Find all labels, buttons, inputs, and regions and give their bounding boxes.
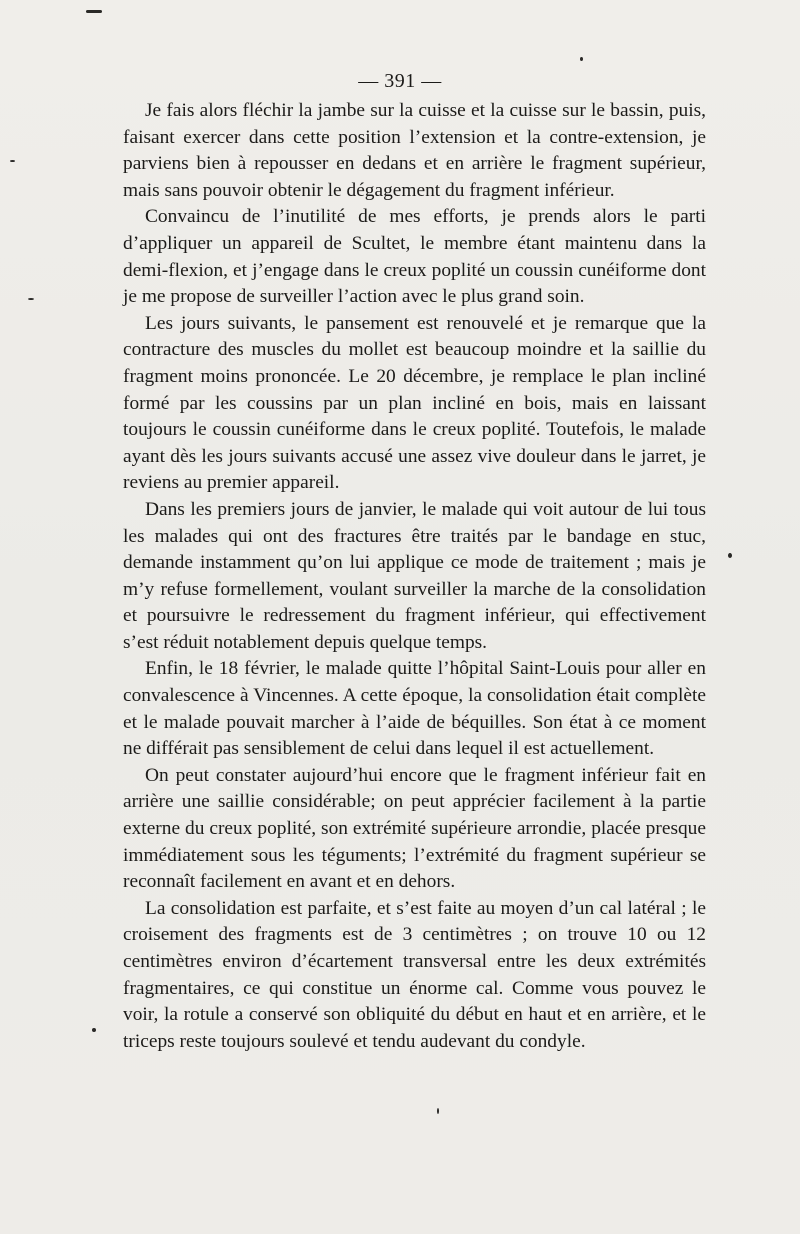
ink-speck (10, 160, 15, 162)
ink-speck (728, 553, 732, 558)
ink-speck (28, 298, 34, 300)
ink-speck (92, 1028, 96, 1032)
ink-speck (437, 1108, 439, 1114)
paragraph: Je fais alors fléchir la jambe sur la cuisse et la cuisse sur le bassin, puis, faisant exercer dans cette position l’extension et la contre-extension, je parviens bien à repousser en dedans et en arrière le fragment supérieur, mais sans pouvoir obtenir le dégagement du fragment inférieur. (123, 100, 706, 201)
ink-speck (86, 10, 102, 13)
paragraph: Enfin, le 18 février, le malade quitte l’hôpital Saint-Louis pour aller en convalescence à Vincennes. A cette époque, la consolidation était complète et le malade pouvait marcher à l’aide de béquilles. Son état à ce moment ne différait pas sensiblement de celui dans lequel il est actuellement. (123, 658, 706, 760)
paragraph: Dans les premiers jours de janvier, le malade qui voit autour de lui tous les malades qui ont des fractures être traités par le bandage en stuc, demande instamment qu’on lui applique ce mode de traitement ; mais je m’y refuse formellement, voulant surveiller la marche de la consolidation et poursuivre le redressement du fragment inférieur, qui effectivement s’est réduit notablement depuis quelque temps. (123, 498, 706, 653)
paragraph: Les jours suivants, le pansement est renouvelé et je remarque que la contracture des muscles du mollet est beaucoup moindre et la saillie du fragment moins prononcée. Le 20 décembre, je remplace le plan incliné formé par les coussins par un plan incliné en bois, mais en laissant toujours le coussin cunéiforme dans le creux poplité. Toutefois, le malade ayant dès les jours suivants accusé une assez vive douleur dans le jarret, je reviens au premier appareil. (123, 312, 706, 494)
paragraph: La consolidation est parfaite, et s’est faite au moyen d’un cal latéral ; le croisement des fragments est de 3 centimètres ; on trouve 10 ou 12 centimètres environ d’écartement transversal entre les deux extrémités fragmentaires, ce qui constitue un énorme cal. Comme vous pouvez le voir, la rotule a conservé son obliquité du début en haut et en arrière, et le triceps reste toujours soulevé et tendu audevant du condyle. (123, 897, 706, 1052)
page-number: — 391 — (358, 70, 442, 92)
body-text (123, 98, 706, 1055)
paragraph: Convaincu de l’inutilité de mes efforts, je prends alors le parti d’appliquer un appareil de Scultet, le membre étant maintenu dans la demi-flexion, et j’engage dans le creux poplité un coussin cunéiforme dont je me propose de surveiller l’action avec le plus grand soin. (123, 206, 706, 308)
paragraph: On peut constater aujourd’hui encore que le fragment inférieur fait en arrière une saillie considérable; on peut apprécier facilement à la partie externe du creux poplité, son extrémité supérieure arrondie, placée presque immédiatement sous les téguments; l’extrémité du fragment supérieur se reconnaît facilement en avant et en dehors. (123, 764, 706, 893)
ink-speck (580, 57, 583, 61)
